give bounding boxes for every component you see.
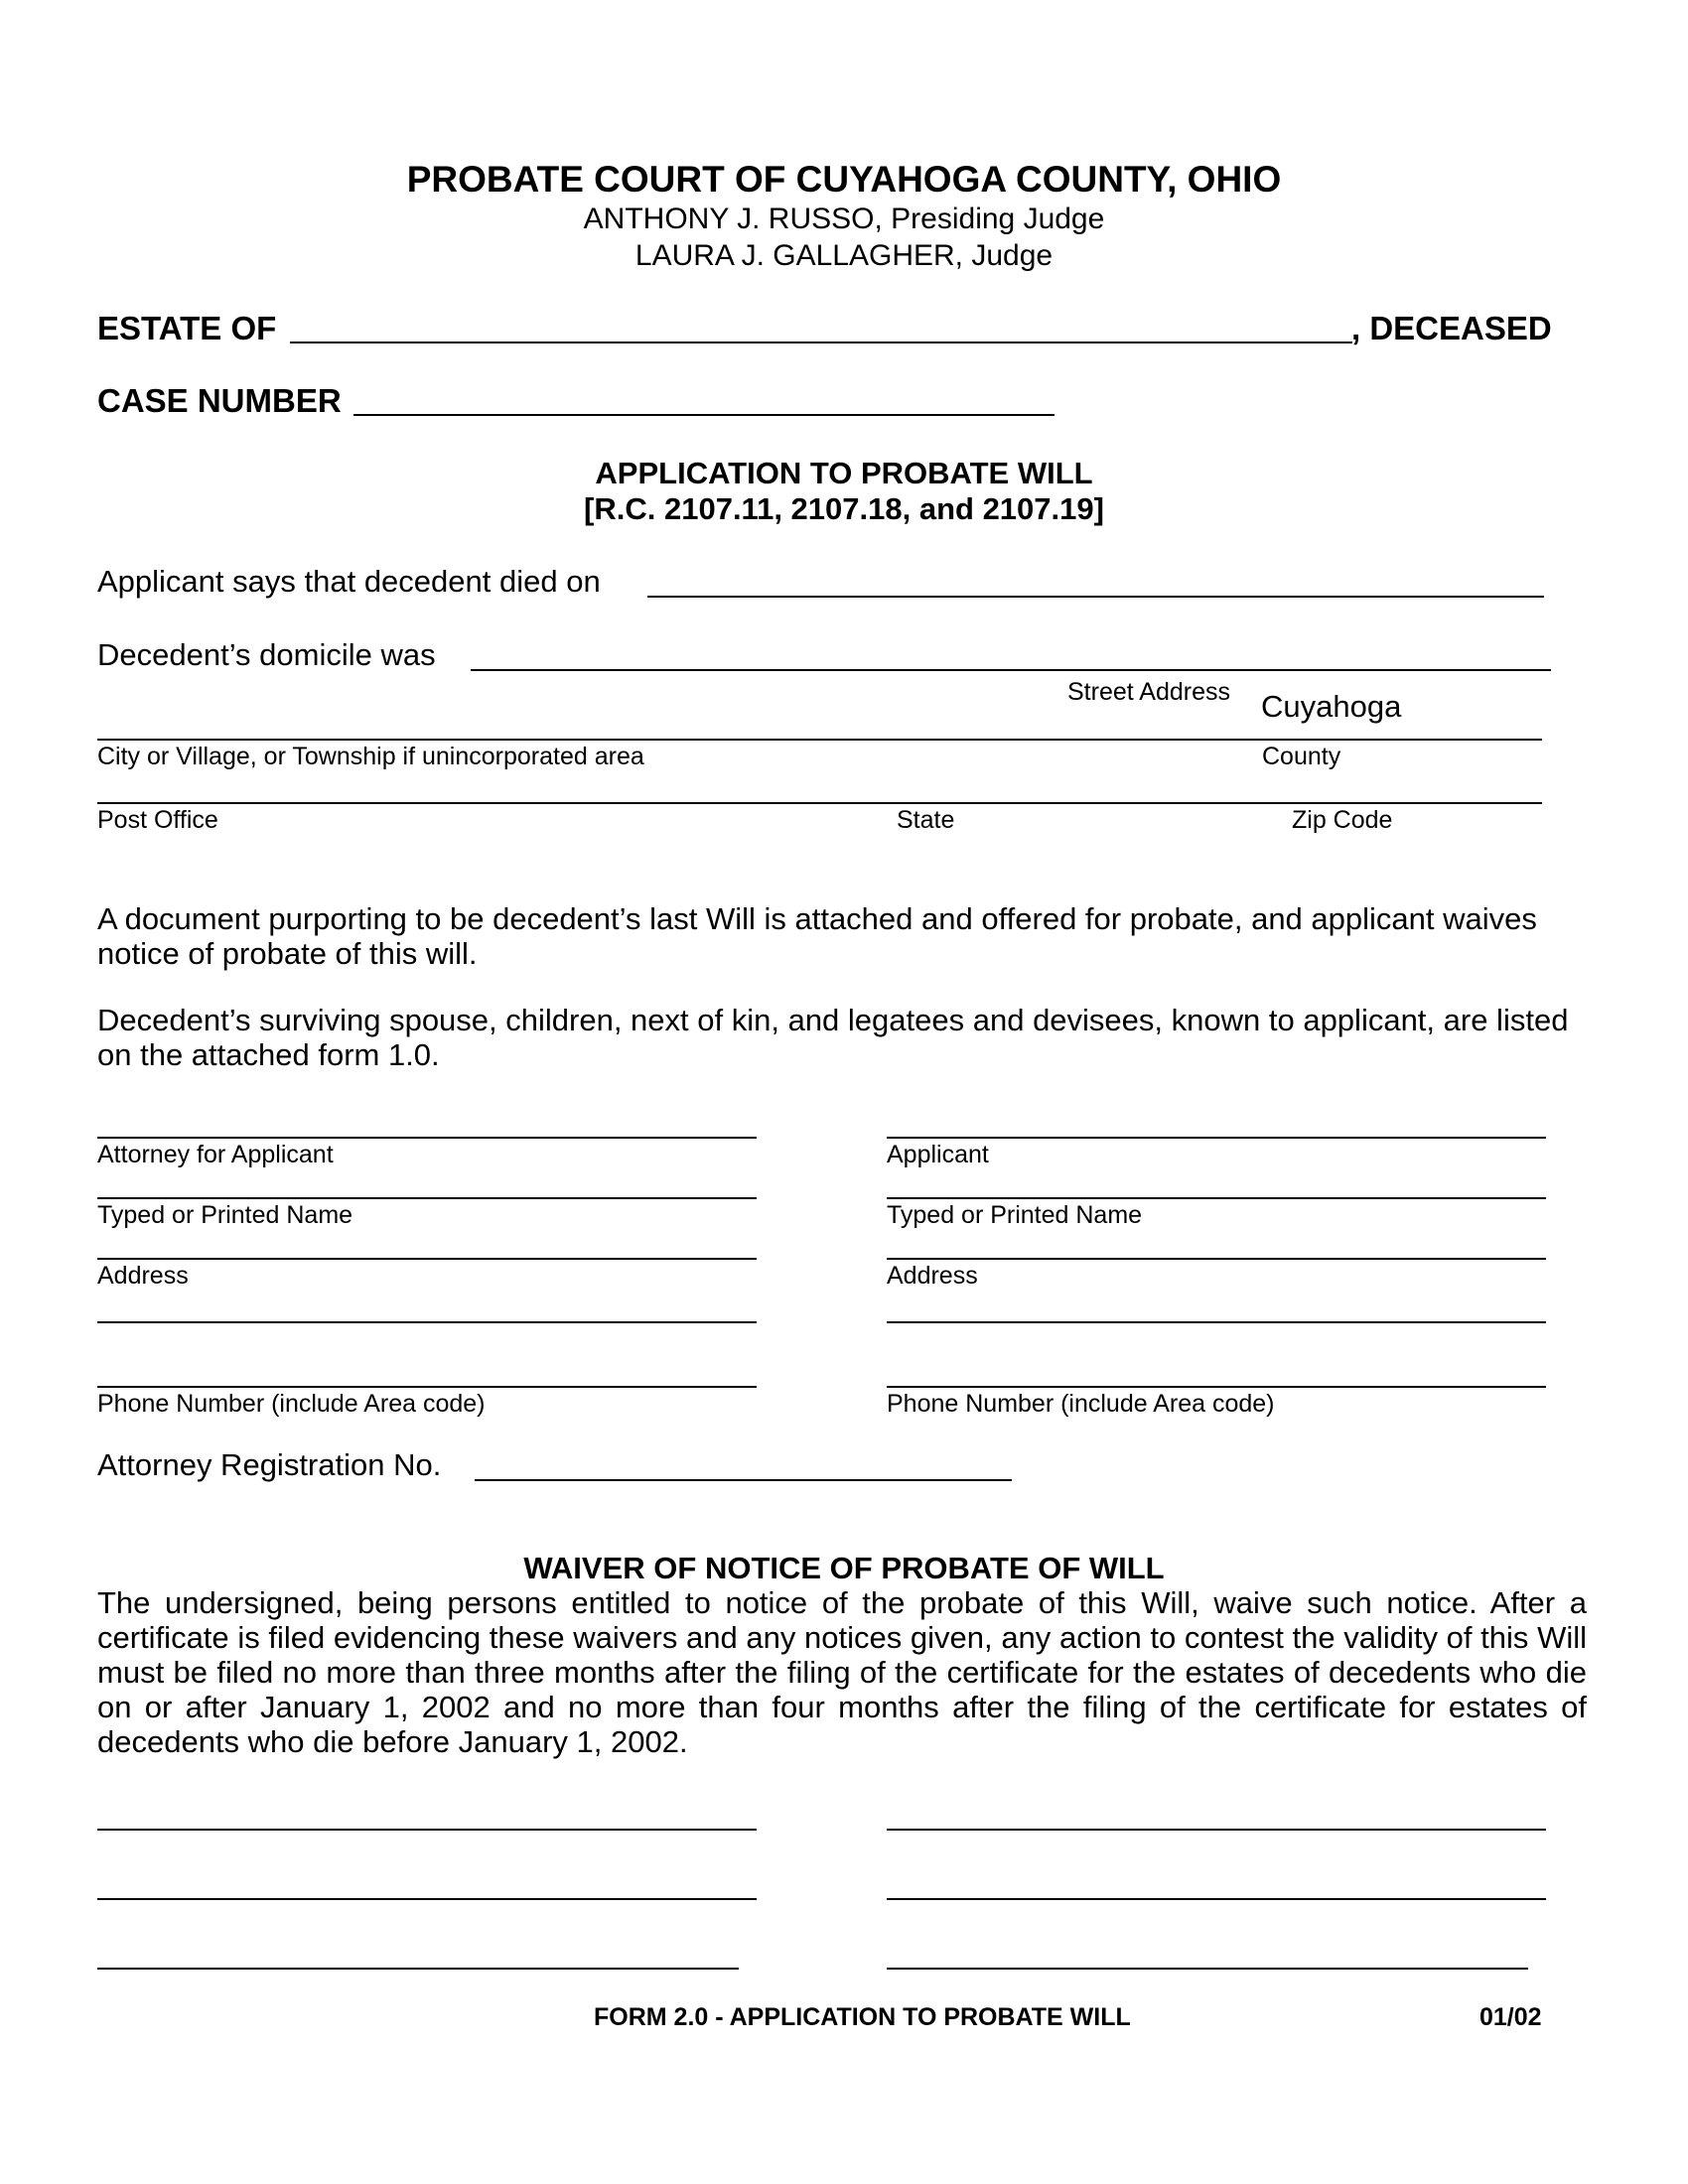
estate-label: ESTATE OF — [97, 310, 277, 346]
attorney-address-caption: Address — [97, 1262, 189, 1290]
waiver-signature-line[interactable] — [97, 1898, 757, 1900]
death-date-label: Applicant says that decedent died on — [97, 564, 601, 599]
court-title: PROBATE COURT OF CUYAHOGA COUNTY, OHIO — [406, 159, 1282, 200]
attorney-registration-field[interactable] — [475, 1445, 1012, 1481]
case-number-label: CASE NUMBER — [97, 382, 342, 419]
death-date-field[interactable] — [647, 562, 1544, 598]
attorney-phone-line[interactable] — [97, 1386, 757, 1388]
county-value: Cuyahoga — [1261, 689, 1402, 724]
attorney-signature-line[interactable] — [97, 1137, 757, 1139]
deceased-label: , DECEASED — [1351, 310, 1552, 346]
applicant-name-line[interactable] — [887, 1197, 1546, 1199]
attorney-address-line[interactable] — [97, 1258, 757, 1260]
applicant-address-line[interactable] — [887, 1258, 1546, 1260]
waiver-text: The undersigned, being persons entitled to notice of the probate of this Will, waive such notice. After a certificate is filed evidencing these waivers and any notices given, any action to contest the validity of this Will must be filed no more than three months after the filing of the certificate for the estates of decedents who die on or after January 1, 2002 and no more than four months after the filing of the certificate for estates of decedents who die before January 1, 2002. — [97, 1585, 1587, 1759]
domicile-label: Decedent’s domicile was — [97, 637, 436, 672]
street-address-caption: Street Address — [1067, 678, 1230, 706]
form-statutes: [R.C. 2107.11, 2107.18, and 2107.19] — [584, 491, 1104, 526]
attorney-address-line-2[interactable] — [97, 1321, 757, 1323]
applicant-address-caption: Address — [887, 1262, 978, 1290]
county-caption: County — [1262, 743, 1341, 770]
estate-name-field[interactable] — [290, 308, 1352, 343]
applicant-phone-line[interactable] — [887, 1386, 1546, 1388]
post-office-caption: Post Office — [97, 806, 218, 834]
attorney-registration-label: Attorney Registration No. — [97, 1447, 442, 1482]
attorney-phone-caption: Phone Number (include Area code) — [97, 1390, 486, 1418]
form-title: APPLICATION TO PROBATE WILL — [595, 456, 1093, 490]
street-address-field[interactable] — [471, 635, 1551, 671]
city-caption: City or Village, or Township if unincorporated area — [97, 743, 644, 770]
attorney-name-caption: Typed or Printed Name — [97, 1201, 353, 1229]
attorney-role-caption: Attorney for Applicant — [97, 1141, 334, 1168]
attorney-name-line[interactable] — [97, 1197, 757, 1199]
waiver-signature-line[interactable] — [887, 1968, 1528, 1970]
state-caption: State — [897, 806, 955, 834]
waiver-signature-line[interactable] — [97, 1829, 757, 1831]
waiver-signature-line[interactable] — [887, 1898, 1546, 1900]
case-number-field[interactable] — [353, 380, 1055, 416]
applicant-role-caption: Applicant — [887, 1141, 989, 1168]
waiver-title: WAIVER OF NOTICE OF PROBATE OF WILL — [523, 1551, 1165, 1585]
city-county-line[interactable] — [97, 739, 1542, 741]
applicant-address-line-2[interactable] — [887, 1321, 1546, 1323]
applicant-phone-caption: Phone Number (include Area code) — [887, 1390, 1275, 1418]
will-paragraph: A document purporting to be decedent’s last Will is attached and offered for probate, and applicant waives notice of probate of this will. — [97, 901, 1537, 971]
footer-revision: 01/02 — [1479, 2003, 1542, 2031]
judge: LAURA J. GALLAGHER, Judge — [634, 239, 1054, 272]
presiding-judge: ANTHONY J. RUSSO, Presiding Judge — [583, 203, 1105, 235]
survivors-paragraph: Decedent’s surviving spouse, children, next of kin, and legatees and devisees, known to applicant, are listed on the attached form 1.0. — [97, 1003, 1569, 1072]
applicant-name-caption: Typed or Printed Name — [887, 1201, 1143, 1229]
applicant-signature-line[interactable] — [887, 1137, 1546, 1139]
waiver-signature-line[interactable] — [887, 1829, 1546, 1831]
waiver-signature-line[interactable] — [97, 1968, 739, 1970]
post-office-line[interactable] — [97, 802, 1542, 804]
zip-code-caption: Zip Code — [1292, 806, 1393, 834]
footer-form-name: FORM 2.0 - APPLICATION TO PROBATE WILL — [594, 2003, 1131, 2031]
